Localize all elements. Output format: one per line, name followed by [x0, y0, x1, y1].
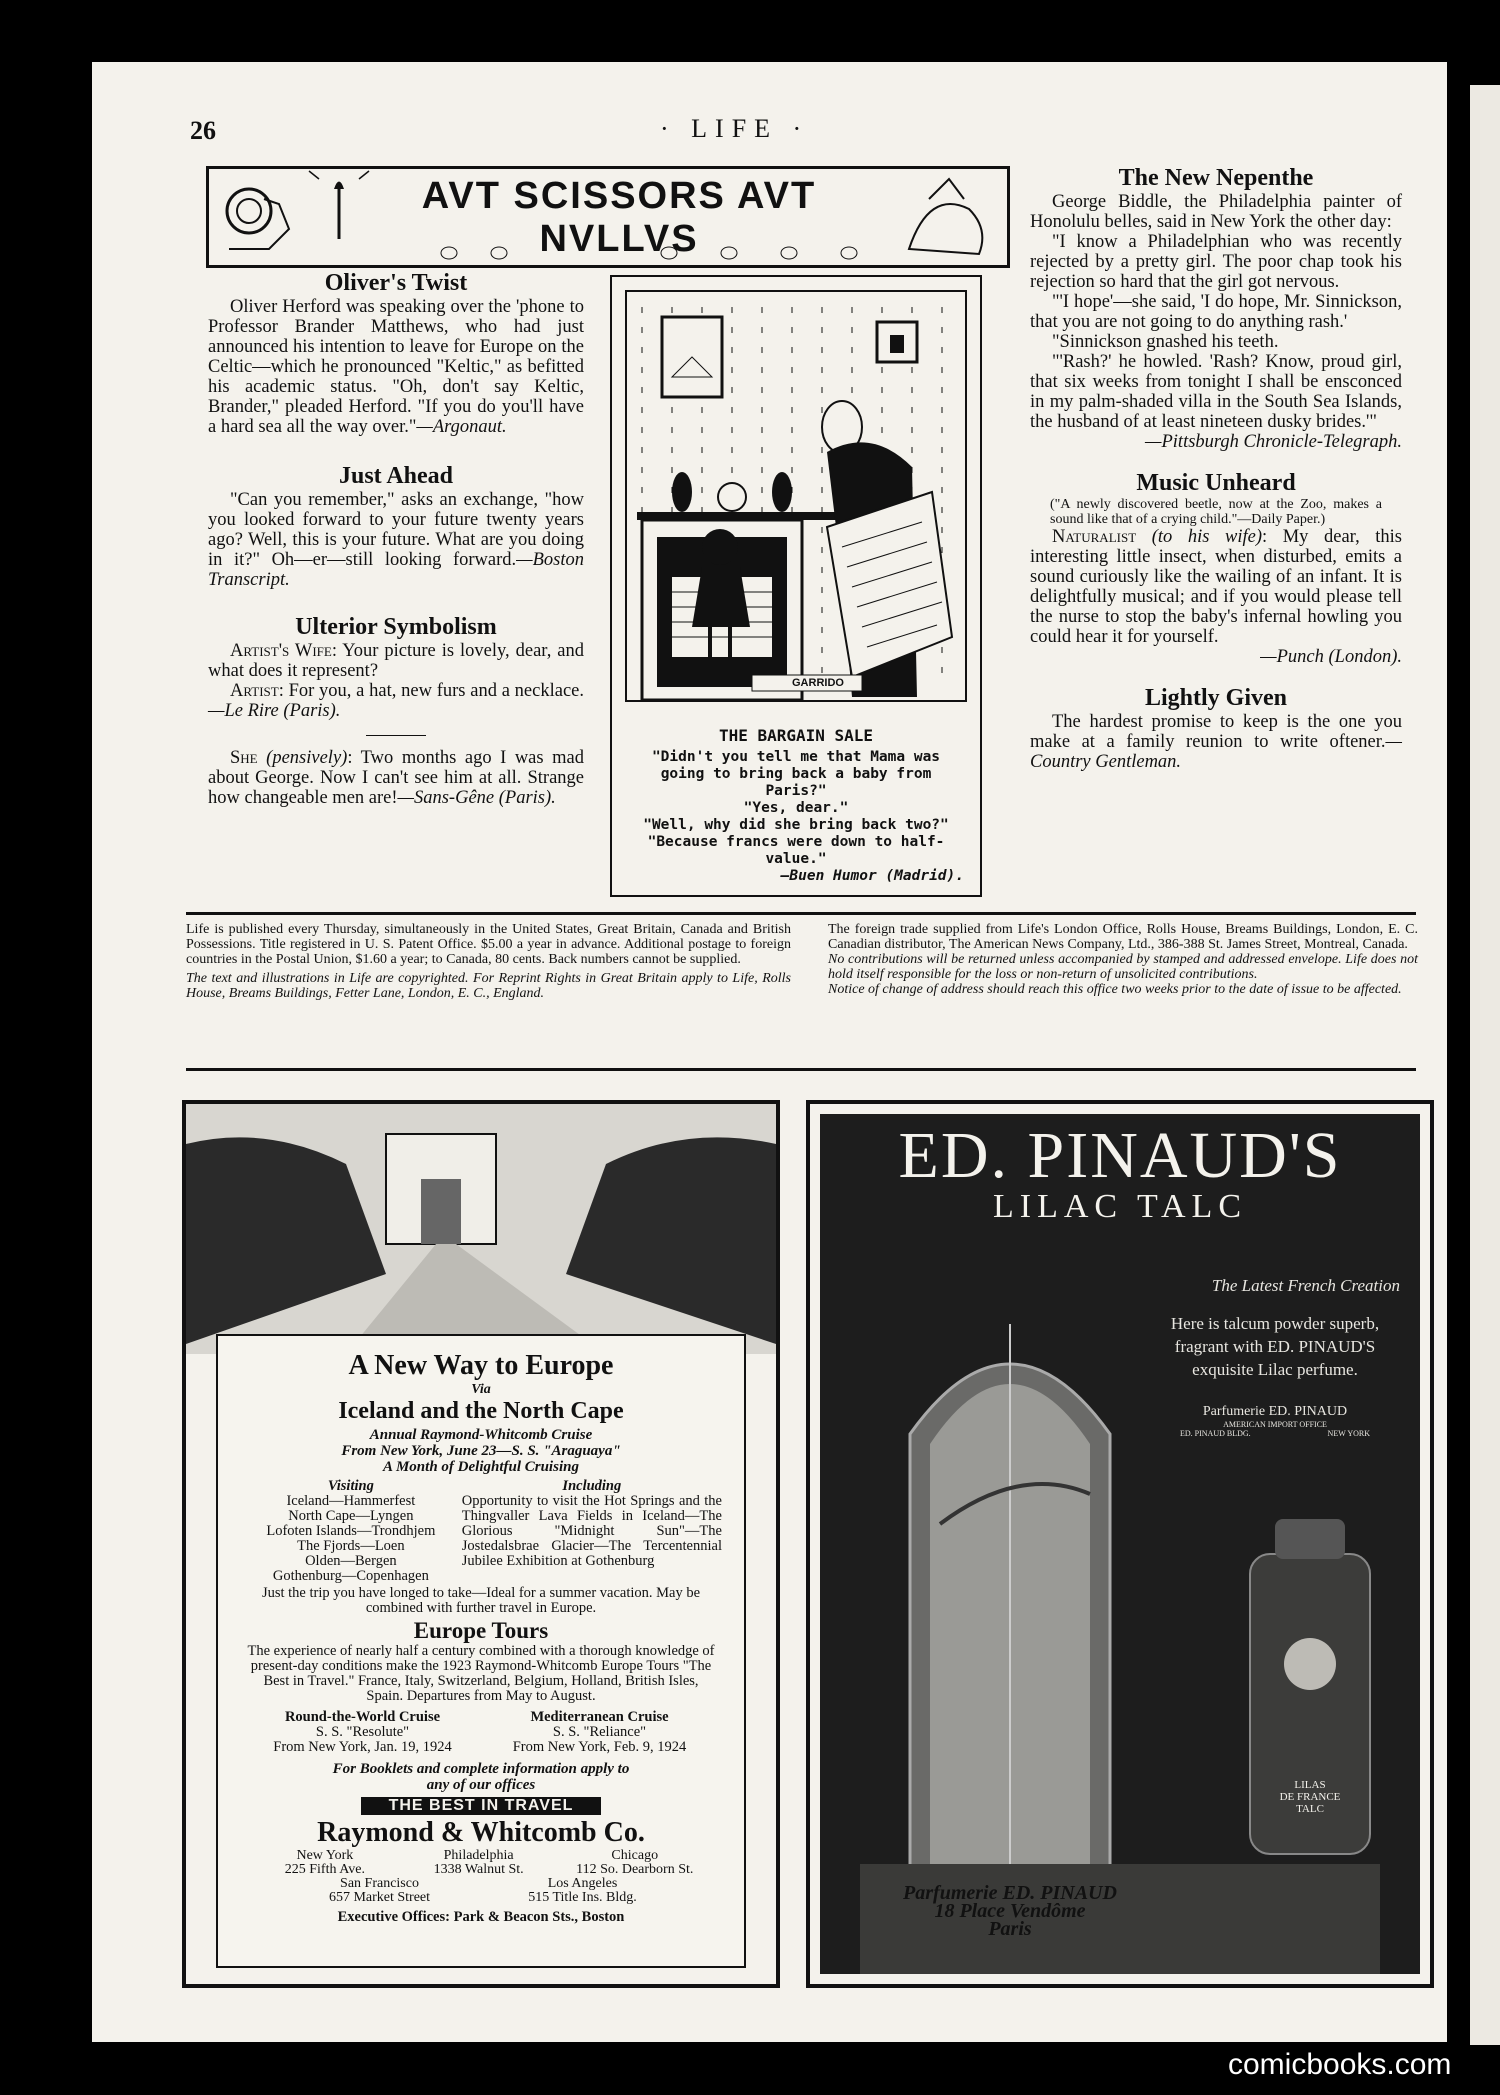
notice-paragraph: The foreign trade supplied from Life's London Office, Rolls House, Breams Buildings, London, E. C. Canadian distributor, The American News Company, Ltd., 386-388 St. James Street, Montreal, Canada. — [828, 922, 1418, 952]
top-rule — [186, 912, 1416, 915]
offices-row-2 — [218, 1877, 744, 1905]
visiting-item: Iceland—Hammerfest — [286, 1493, 416, 1509]
title-banner — [206, 166, 1010, 268]
company-name: Raymond & Whitcomb Co. — [317, 1817, 645, 1848]
article-title-olivers-twist: Oliver's Twist — [324, 270, 468, 296]
raymond-whitcomb-ad — [182, 1100, 780, 1988]
site-watermark: comicbooks.com — [1228, 2048, 1452, 2081]
including-column: Including Opportunity to visit the Hot Springs and the Thingvaller Lava Fields in Iceland—The Glorious "Midnight Sun"—The Jostedalsbrae Glacier—The Tercentennial Jubilee Exhibition at Gothenburg — [461, 1478, 722, 1569]
ad-trip-note: Just the trip you have longed to take—Ideal for a summer vacation. May be combined with further travel in Europe. — [261, 1585, 701, 1616]
visiting-item: Gothenburg—Copenhagen — [272, 1568, 429, 1584]
offices-row-1 — [218, 1849, 744, 1877]
ad-cruise-details: Annual Raymond-Whitcomb Cruise From New York, June 23—S. S. "Araguaya" A Month of Delightful Cruising — [341, 1427, 621, 1475]
pinaud-product: LILAC TALC — [992, 1188, 1248, 1225]
ad-booklets: For Booklets and complete information apply to any of our offices — [332, 1761, 630, 1793]
europe-tours-body: The experience of nearly half a century combined with a thorough knowledge of present-day conditions make the 1923 Raymond-Whitcomb Europe Tours "The Best in Travel." France, Italy, Switzerland, Belgium, Holland, British Isles, Spain. Departures from May to August. — [247, 1643, 715, 1704]
ad-copy-box — [216, 1334, 746, 1968]
visiting-item: The Fjords—Loen — [297, 1538, 405, 1554]
visiting-column: Visiting Iceland—Hammerfest North Cape—Lyngen Lofoten Islands—Trondhjem The Fjords—Loen Olden—Bergen Gothenburg—Copenhagen — [240, 1479, 462, 1584]
pinaud-tagline: The Latest French Creation — [1211, 1276, 1400, 1295]
notice-paragraph: Notice of change of address should reach this office two weeks prior to the date of issue to be affected. — [828, 982, 1402, 997]
ad-headline: A New Way to Europe — [348, 1350, 614, 1381]
left-column — [208, 270, 584, 808]
office-philadelphia: Philadelphia 1338 Walnut St. — [433, 1848, 524, 1877]
ad-dark-panel — [820, 1114, 1420, 1974]
nepenthe-paragraph: "'I hope'—she said, 'I do hope, Mr. Sinnickson, that you are not going to do anything rash.' — [1030, 292, 1402, 332]
caption-line: "Didn't you tell me that Mama was going to bring back a baby from Paris?" — [651, 749, 941, 799]
article-body-she-pensively: She (pensively): Two months ago I was mad about George. Now I can't see him at all. Strange how changeable men are!—Sans-Gêne (Paris). — [208, 748, 584, 808]
cartoon-title: THE BARGAIN SALE — [718, 726, 874, 745]
cartoon-illustration — [612, 277, 980, 717]
section-divider — [366, 735, 426, 736]
cartoon-signature: GARRIDO — [792, 677, 844, 689]
bottom-rule — [186, 1068, 1416, 1071]
magazine-title: · LIFE · — [660, 114, 810, 143]
pinaud-signature: Parfumerie ED. PINAUD 18 Place Vendôme Paris — [903, 1882, 1117, 1940]
pinaud-body: Here is talcum powder superb, fragrant with ED. PINAUD'S exquisite Lilac perfume. — [1170, 1314, 1380, 1379]
publication-notice-left — [186, 922, 791, 1001]
cruise-columns — [218, 1710, 744, 1755]
talc-can-label: LILAS DE FRANCE TALC — [1279, 1779, 1341, 1815]
cartoon-caption — [628, 749, 964, 885]
music-unheard-source: —Punch (London). — [1260, 647, 1402, 667]
article-title-just-ahead: Just Ahead — [338, 463, 454, 489]
notice-paragraph: Life is published every Thursday, simultaneously in the United States, Great Britain, Canada and British Possessions. Title registered in U. S. Patent Office. $5.00 a year in advance. Additional postage to foreign countries in the Postal Union, $1.60 a year; to Canada, 80 cents. Back numbers cannot be supplied. — [186, 922, 791, 967]
pinaud-address-block: Parfumerie ED. PINAUD AMERICAN IMPORT OFFICE ED. PINAUD BLDG. NEW YORK — [1180, 1404, 1370, 1438]
article-title-ulterior-symbolism: Ulterior Symbolism — [295, 614, 497, 640]
office-chicago: Chicago 112 So. Dearborn St. — [576, 1848, 694, 1877]
world-cruise: Round-the-World Cruise S. S. "Resolute" From New York, Jan. 19, 1924 — [273, 1709, 452, 1755]
next-page-edge — [1470, 85, 1500, 2045]
arc-de-triomphe-illustration — [186, 1104, 776, 1354]
banner-text: AVT SCISSORS AVT NVLLVS — [421, 175, 817, 260]
caption-line: "Yes, dear." — [743, 800, 849, 816]
ad-slogan: THE BEST IN TRAVEL — [361, 1797, 601, 1815]
europe-tours-heading: Europe Tours — [413, 1618, 549, 1643]
article-body-music-unheard: Naturalist (to his wife): My dear, this interesting little insect, when disturbed, emits a sound curiously like the wailing of an infant. It is delightfully musical; and if you would please tell the nurse to stop the baby's infernal howling you could hear it for yourself. — [1030, 527, 1402, 647]
nepenthe-paragraph: "Sinnickson gnashed his teeth. — [1052, 332, 1279, 352]
mediterranean-cruise: Mediterranean Cruise S. S. "Reliance" From New York, Feb. 9, 1924 — [512, 1709, 687, 1755]
office-san-francisco: San Francisco 657 Market Street — [328, 1876, 431, 1905]
right-column — [1030, 165, 1402, 772]
notice-paragraph: No contributions will be returned unless accompanied by stamped and addressed envelope. Life does not hold itself responsible for the loss or non-return of unsolicited contributions. — [828, 952, 1418, 982]
visiting-item: North Cape—Lyngen — [288, 1508, 414, 1524]
article-body-lightly-given: The hardest promise to keep is the one you make at a family reunion to write oftener.—Country Gentleman. — [1030, 712, 1402, 772]
nepenthe-paragraph: George Biddle, the Philadelphia painter of Honolulu belles, said in New York the other day: — [1030, 192, 1402, 232]
office-los-angeles: Los Angeles 515 Title Ins. Bldg. — [528, 1876, 637, 1905]
caption-line: "Well, why did she bring back two?" — [643, 817, 949, 833]
publication-notice-right — [828, 922, 1418, 997]
nepenthe-source: —Pittsburgh Chronicle-Telegraph. — [1145, 432, 1402, 452]
pinaud-brand: ED. PINAUD'S — [898, 1119, 1342, 1192]
nepenthe-paragraph: "'Rash?' he howled. 'Rash? Know, proud girl, that six weeks from tonight I shall be ensconced in my palm-shaded villa in the South Sea Islands, the husband of at least nineteen dusky brides.'" — [1030, 352, 1402, 432]
ad-via: Via — [471, 1382, 491, 1397]
notice-paragraph: The text and illustrations in Life are copyrighted. For Reprint Rights in Great Britain apply to Life, Rolls House, Breams Buildings, Fetter Lane, London, E. C., England. — [186, 971, 791, 1001]
article-body-ulterior-2: Artist: For you, a hat, new furs and a necklace.—Le Rire (Paris). — [208, 681, 584, 721]
article-title-music-unheard: Music Unheard — [1136, 470, 1296, 496]
music-unheard-note: ("A newly discovered beetle, now at the Zoo, makes a sound like that of a crying child."—Daily Paper.) — [1050, 497, 1382, 527]
visiting-item: Lofoten Islands—Trondhjem — [266, 1523, 436, 1539]
caption-source: —Buen Humor (Madrid). — [780, 868, 964, 884]
visiting-including-columns — [218, 1479, 744, 1584]
caption-line: "Because francs were down to half-value." — [647, 834, 945, 867]
visiting-item: Olden—Bergen — [305, 1553, 397, 1569]
article-body-olivers-twist: Oliver Herford was speaking over the 'phone to Professor Brander Matthews, who had just announced his intention to leave for Europe on the Celtic—which he pronounced "Keltic," as befitted his academic status. "Oh, don't say Keltic, Brander," pleaded Herford. "If you do you'll have a hard sea all the way over."—Argonaut. — [208, 297, 584, 437]
article-body-just-ahead: "Can you remember," asks an exchange, "how you looked forward to your future twenty years ago? Well, this is your future. What are you doing in it?" Oh—er—still looking forward.—Boston Transcript. — [208, 490, 584, 590]
page-number: 26 — [190, 116, 216, 145]
nepenthe-paragraph: "I know a Philadelphian who was recently rejected by a pretty girl. The poor chap took his rejection so hard that the girl got nervous. — [1030, 232, 1402, 292]
article-title-lightly-given: Lightly Given — [1144, 685, 1288, 711]
office-new-york: New York 225 Fifth Ave. — [284, 1848, 365, 1877]
article-title-new-nepenthe: The New Nepenthe — [1118, 165, 1314, 191]
ed-pinaud-ad — [806, 1100, 1434, 1988]
article-body-ulterior-1: Artist's Wife: Your picture is lovely, dear, and what does it represent? — [208, 641, 584, 681]
ad-route: Iceland and the North Cape — [338, 1398, 624, 1424]
cartoon-panel — [610, 275, 982, 897]
executive-offices: Executive Offices: Park & Beacon Sts., Boston — [337, 1909, 625, 1925]
